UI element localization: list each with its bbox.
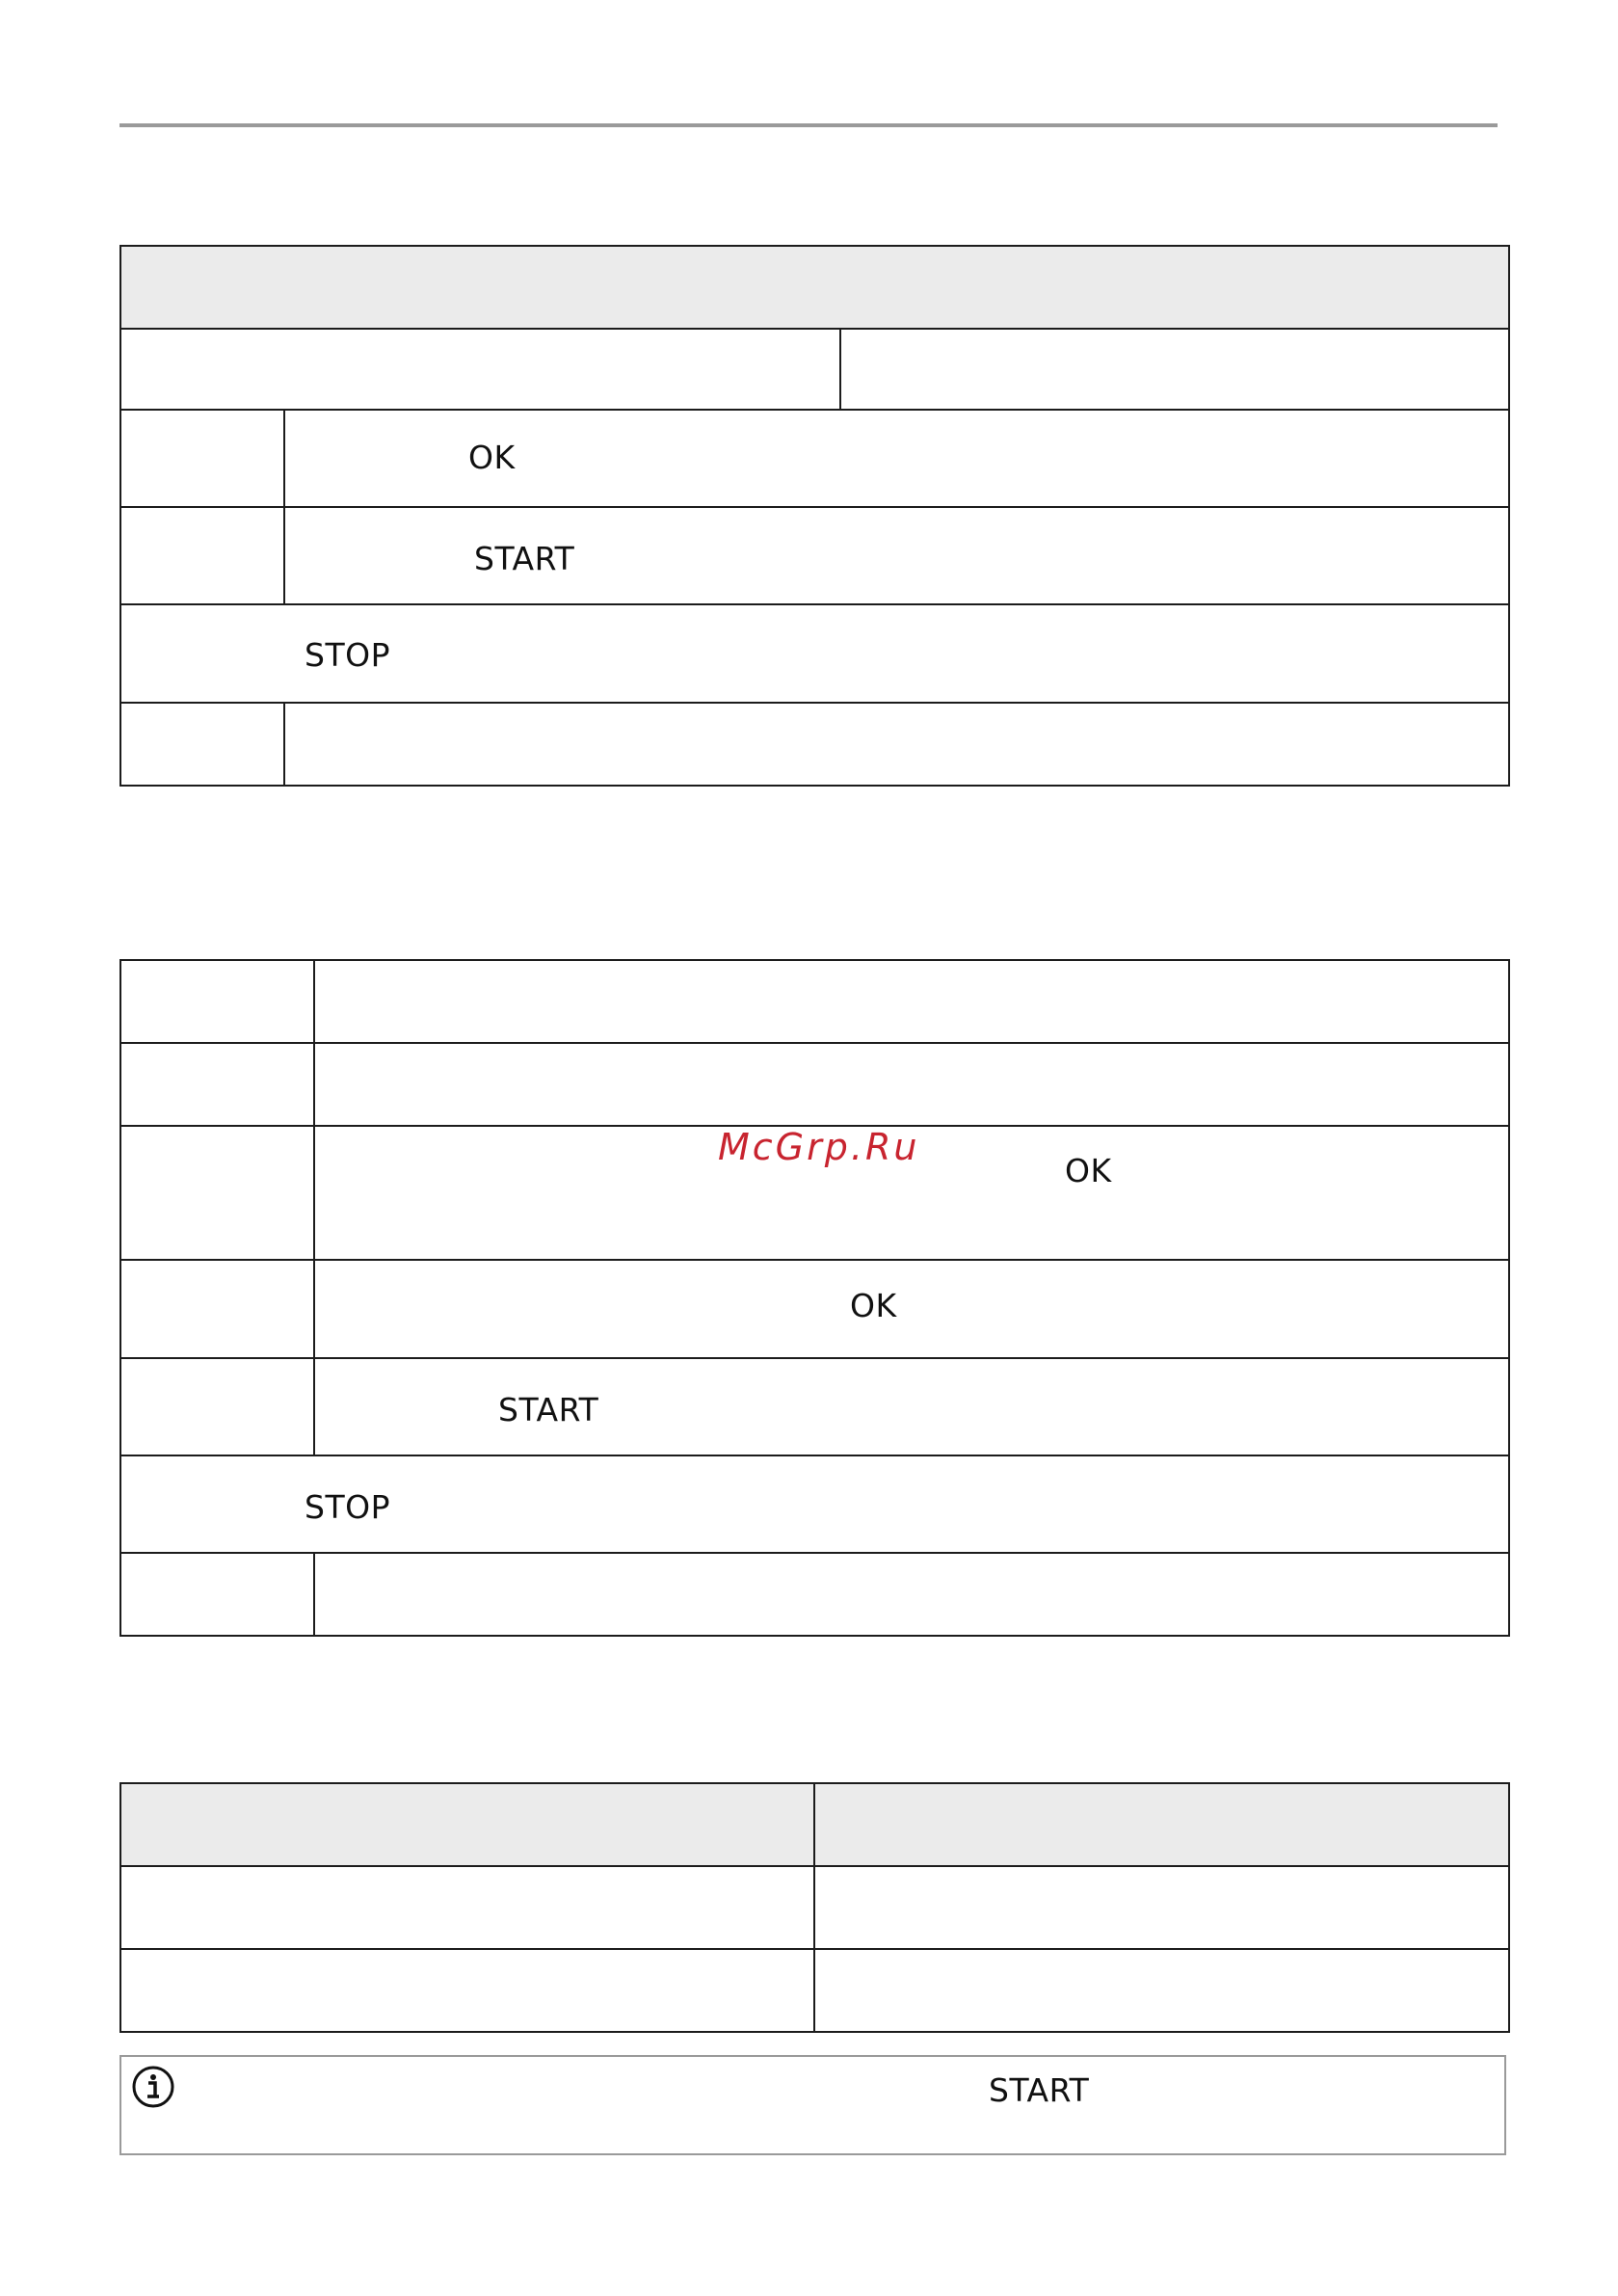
table-1-header-cell xyxy=(120,246,1509,329)
table-row xyxy=(120,604,1509,703)
table-row xyxy=(120,1260,1509,1358)
start-label: START xyxy=(989,2071,1090,2109)
ok-label: OK xyxy=(850,1287,897,1324)
table-cell xyxy=(314,1260,1509,1358)
table-cell xyxy=(840,329,1509,410)
table-1 xyxy=(119,245,1510,787)
table-cell-step xyxy=(120,1043,314,1126)
table-cell xyxy=(314,960,1509,1043)
table-row xyxy=(120,703,1509,786)
stop-label: STOP xyxy=(305,636,390,674)
table-cell xyxy=(284,507,1509,604)
table-cell xyxy=(120,1949,814,2032)
watermark: McGrp.Ru xyxy=(718,1126,920,1168)
ok-label: OK xyxy=(1065,1152,1112,1189)
start-label: START xyxy=(474,540,575,577)
table-cell-step xyxy=(120,507,284,604)
table-row xyxy=(120,1866,1509,1949)
table-2 xyxy=(119,959,1510,1637)
table-cell-step xyxy=(120,703,284,786)
info-icon xyxy=(131,2065,175,2109)
table-cell-step xyxy=(120,1553,314,1636)
table-row xyxy=(120,1455,1509,1553)
table-cell-step xyxy=(120,1358,314,1455)
table-cell xyxy=(314,1358,1509,1455)
table-cell xyxy=(120,1866,814,1949)
table-3-header-cell xyxy=(814,1783,1509,1866)
table-cell-step xyxy=(120,960,314,1043)
table-cell xyxy=(814,1949,1509,2032)
table-3-header-row xyxy=(120,1783,1509,1866)
table-cell-step xyxy=(120,1260,314,1358)
header-rule xyxy=(119,123,1498,127)
table-row xyxy=(120,1043,1509,1126)
table-cell xyxy=(120,604,1509,703)
table-cell xyxy=(284,703,1509,786)
table-cell xyxy=(314,1043,1509,1126)
table-cell xyxy=(284,410,1509,507)
table-3-header-cell xyxy=(120,1783,814,1866)
table-row xyxy=(120,1949,1509,2032)
table-cell-step xyxy=(120,410,284,507)
table-row xyxy=(120,410,1509,507)
ok-label: OK xyxy=(468,439,516,476)
table-row xyxy=(120,329,1509,410)
table-cell xyxy=(314,1553,1509,1636)
stop-label: STOP xyxy=(305,1488,390,1526)
table-cell xyxy=(120,1455,1509,1553)
table-row xyxy=(120,1553,1509,1636)
table-1-header-row xyxy=(120,246,1509,329)
info-note xyxy=(119,2055,1506,2155)
table-cell xyxy=(814,1866,1509,1949)
table-cell-step xyxy=(120,1126,314,1260)
start-label: START xyxy=(498,1391,599,1428)
table-row xyxy=(120,1358,1509,1455)
table-row xyxy=(120,507,1509,604)
table-cell xyxy=(120,329,840,410)
table-row xyxy=(120,960,1509,1043)
table-3 xyxy=(119,1782,1510,2033)
